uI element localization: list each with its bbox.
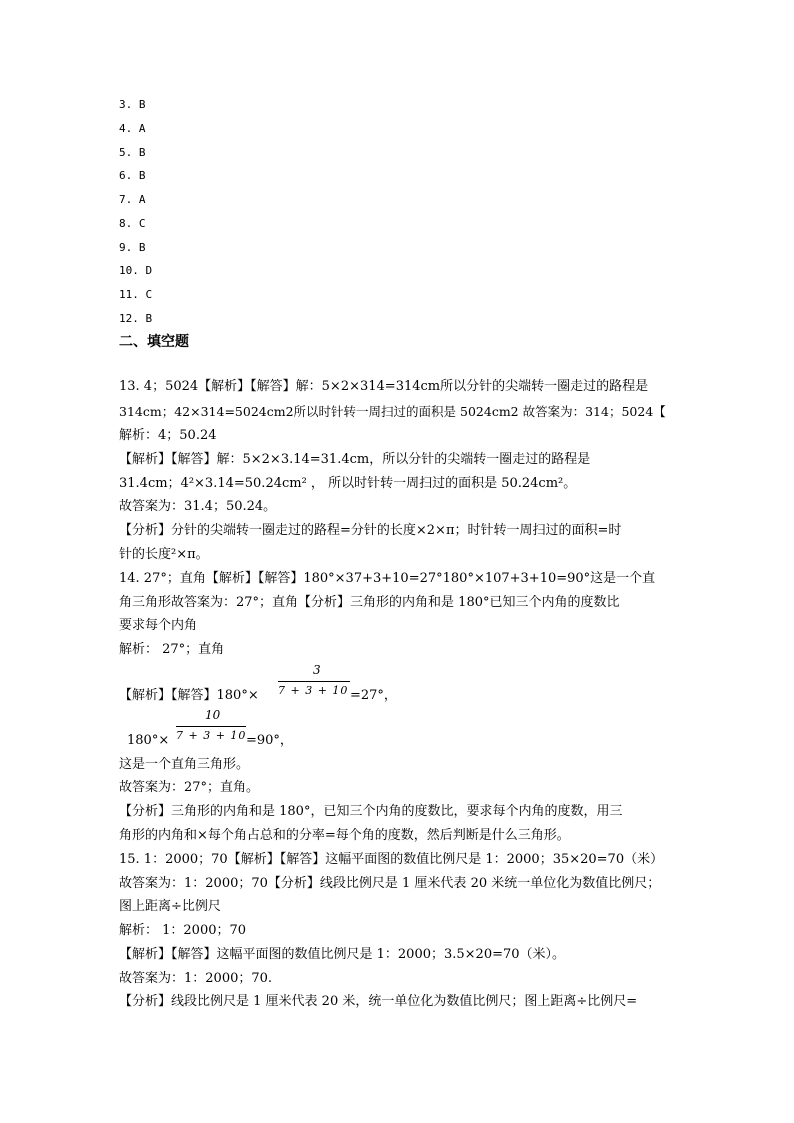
q13-line-2: 314cm；42×314=5024cm2所以时针转一周扫过的面积是 5024cm2 故答案为：314；5024【 bbox=[119, 404, 666, 419]
q13-line-8: 针的长度²×π。 bbox=[119, 547, 209, 562]
q15-line-4: 解析： 1：2000；70 bbox=[119, 923, 247, 938]
q14-line-4: 解析： 27°；直角 bbox=[119, 642, 225, 657]
q13-line-4: 【解析】【解答】解：5×2×3.14=31.4cm，所以分针的尖端转一圈走过的路程是 bbox=[119, 452, 591, 467]
fraction-1-numerator: 3 bbox=[313, 663, 321, 677]
answer-4: 4. A bbox=[119, 122, 146, 135]
section-heading: 二、填空题 bbox=[119, 334, 189, 350]
q15-line-1: 15. 1：2000；70【解析】【解答】这幅平面图的数值比例尺是 1：2000；35×20=70（米） bbox=[119, 852, 664, 867]
q14-line-7: 【分析】三角形的内角和是 180°，已知三个内角的度数比，要求每个内角的度数，用三 bbox=[119, 804, 623, 819]
fraction-1-result: =27°， bbox=[350, 688, 397, 703]
fraction-2-prefix: 180°× bbox=[127, 733, 170, 748]
q15-line-5: 【解析】【解答】这幅平面图的数值比例尺是 1：2000；3.5×20=70（米）。 bbox=[119, 947, 566, 962]
answer-6: 6. B bbox=[119, 169, 146, 182]
q13-line-1: 13. 4；5024【解析】【解答】解：5×2×314=314cm所以分针的尖端转一圈走过的路程是 bbox=[119, 379, 649, 394]
fraction-2-denominator: 7 + 3 + 10 bbox=[176, 729, 247, 742]
q14-line-5: 这是一个直角三角形。 bbox=[119, 757, 250, 772]
q14-line-3: 要求每个内角 bbox=[119, 618, 198, 633]
answer-9: 9. B bbox=[119, 241, 146, 254]
q15-line-2: 故答案为：1：2000；70【分析】线段比例尺是 1 厘米代表 20 米统一单位化为数值比例尺； bbox=[119, 876, 661, 891]
q13-line-3: 解析：4；50.24 bbox=[119, 428, 217, 443]
answer-8: 8. C bbox=[119, 217, 146, 230]
fraction-2-bar bbox=[176, 726, 246, 727]
answer-3: 3. B bbox=[119, 98, 146, 111]
q14-line-8: 角形的内角和×每个角占总和的分率=每个角的度数，然后判断是什么三角形。 bbox=[119, 828, 570, 843]
fraction-2-result: =90°， bbox=[246, 733, 293, 748]
q13-line-6: 故答案为：31.4；50.24。 bbox=[119, 499, 277, 514]
answer-7: 7. A bbox=[119, 193, 146, 206]
q14-line-6: 故答案为：27°；直角。 bbox=[119, 780, 260, 795]
answer-10: 10. D bbox=[119, 264, 153, 277]
answer-12: 12. B bbox=[119, 312, 153, 325]
q14-line-1: 14. 27°；直角【解析】【解答】180°×37+3+10=27°180°×107+3+10=90°这是一个直 bbox=[119, 571, 656, 586]
q15-line-6: 故答案为：1：2000；70. bbox=[119, 971, 273, 986]
fraction-1-bar bbox=[278, 681, 350, 682]
q13-line-7: 【分析】分针的尖端转一圈走过的路程=分针的长度×2×π；时针转一周扫过的面积=时 bbox=[119, 523, 622, 538]
fraction-1-denominator: 7 + 3 + 10 bbox=[278, 684, 349, 697]
answer-11: 11. C bbox=[119, 288, 153, 301]
q15-line-7: 【分析】线段比例尺是 1 厘米代表 20 米，统一单位化为数值比例尺；图上距离÷比例尺= bbox=[119, 994, 638, 1009]
fraction-2-numerator: 10 bbox=[205, 708, 221, 722]
q13-line-5: 31.4cm；4²×3.14=50.24cm² ， 所以时针转一周扫过的面积是 50.24cm²。 bbox=[119, 476, 577, 491]
fraction-1-prefix: 【解析】【解答】180°× bbox=[119, 688, 259, 703]
q15-line-3: 图上距离÷比例尺 bbox=[119, 899, 221, 914]
answer-5: 5. B bbox=[119, 146, 146, 159]
q14-line-2: 角三角形故答案为：27°；直角【分析】三角形的内角和是 180°已知三个内角的度数比 bbox=[119, 595, 620, 610]
